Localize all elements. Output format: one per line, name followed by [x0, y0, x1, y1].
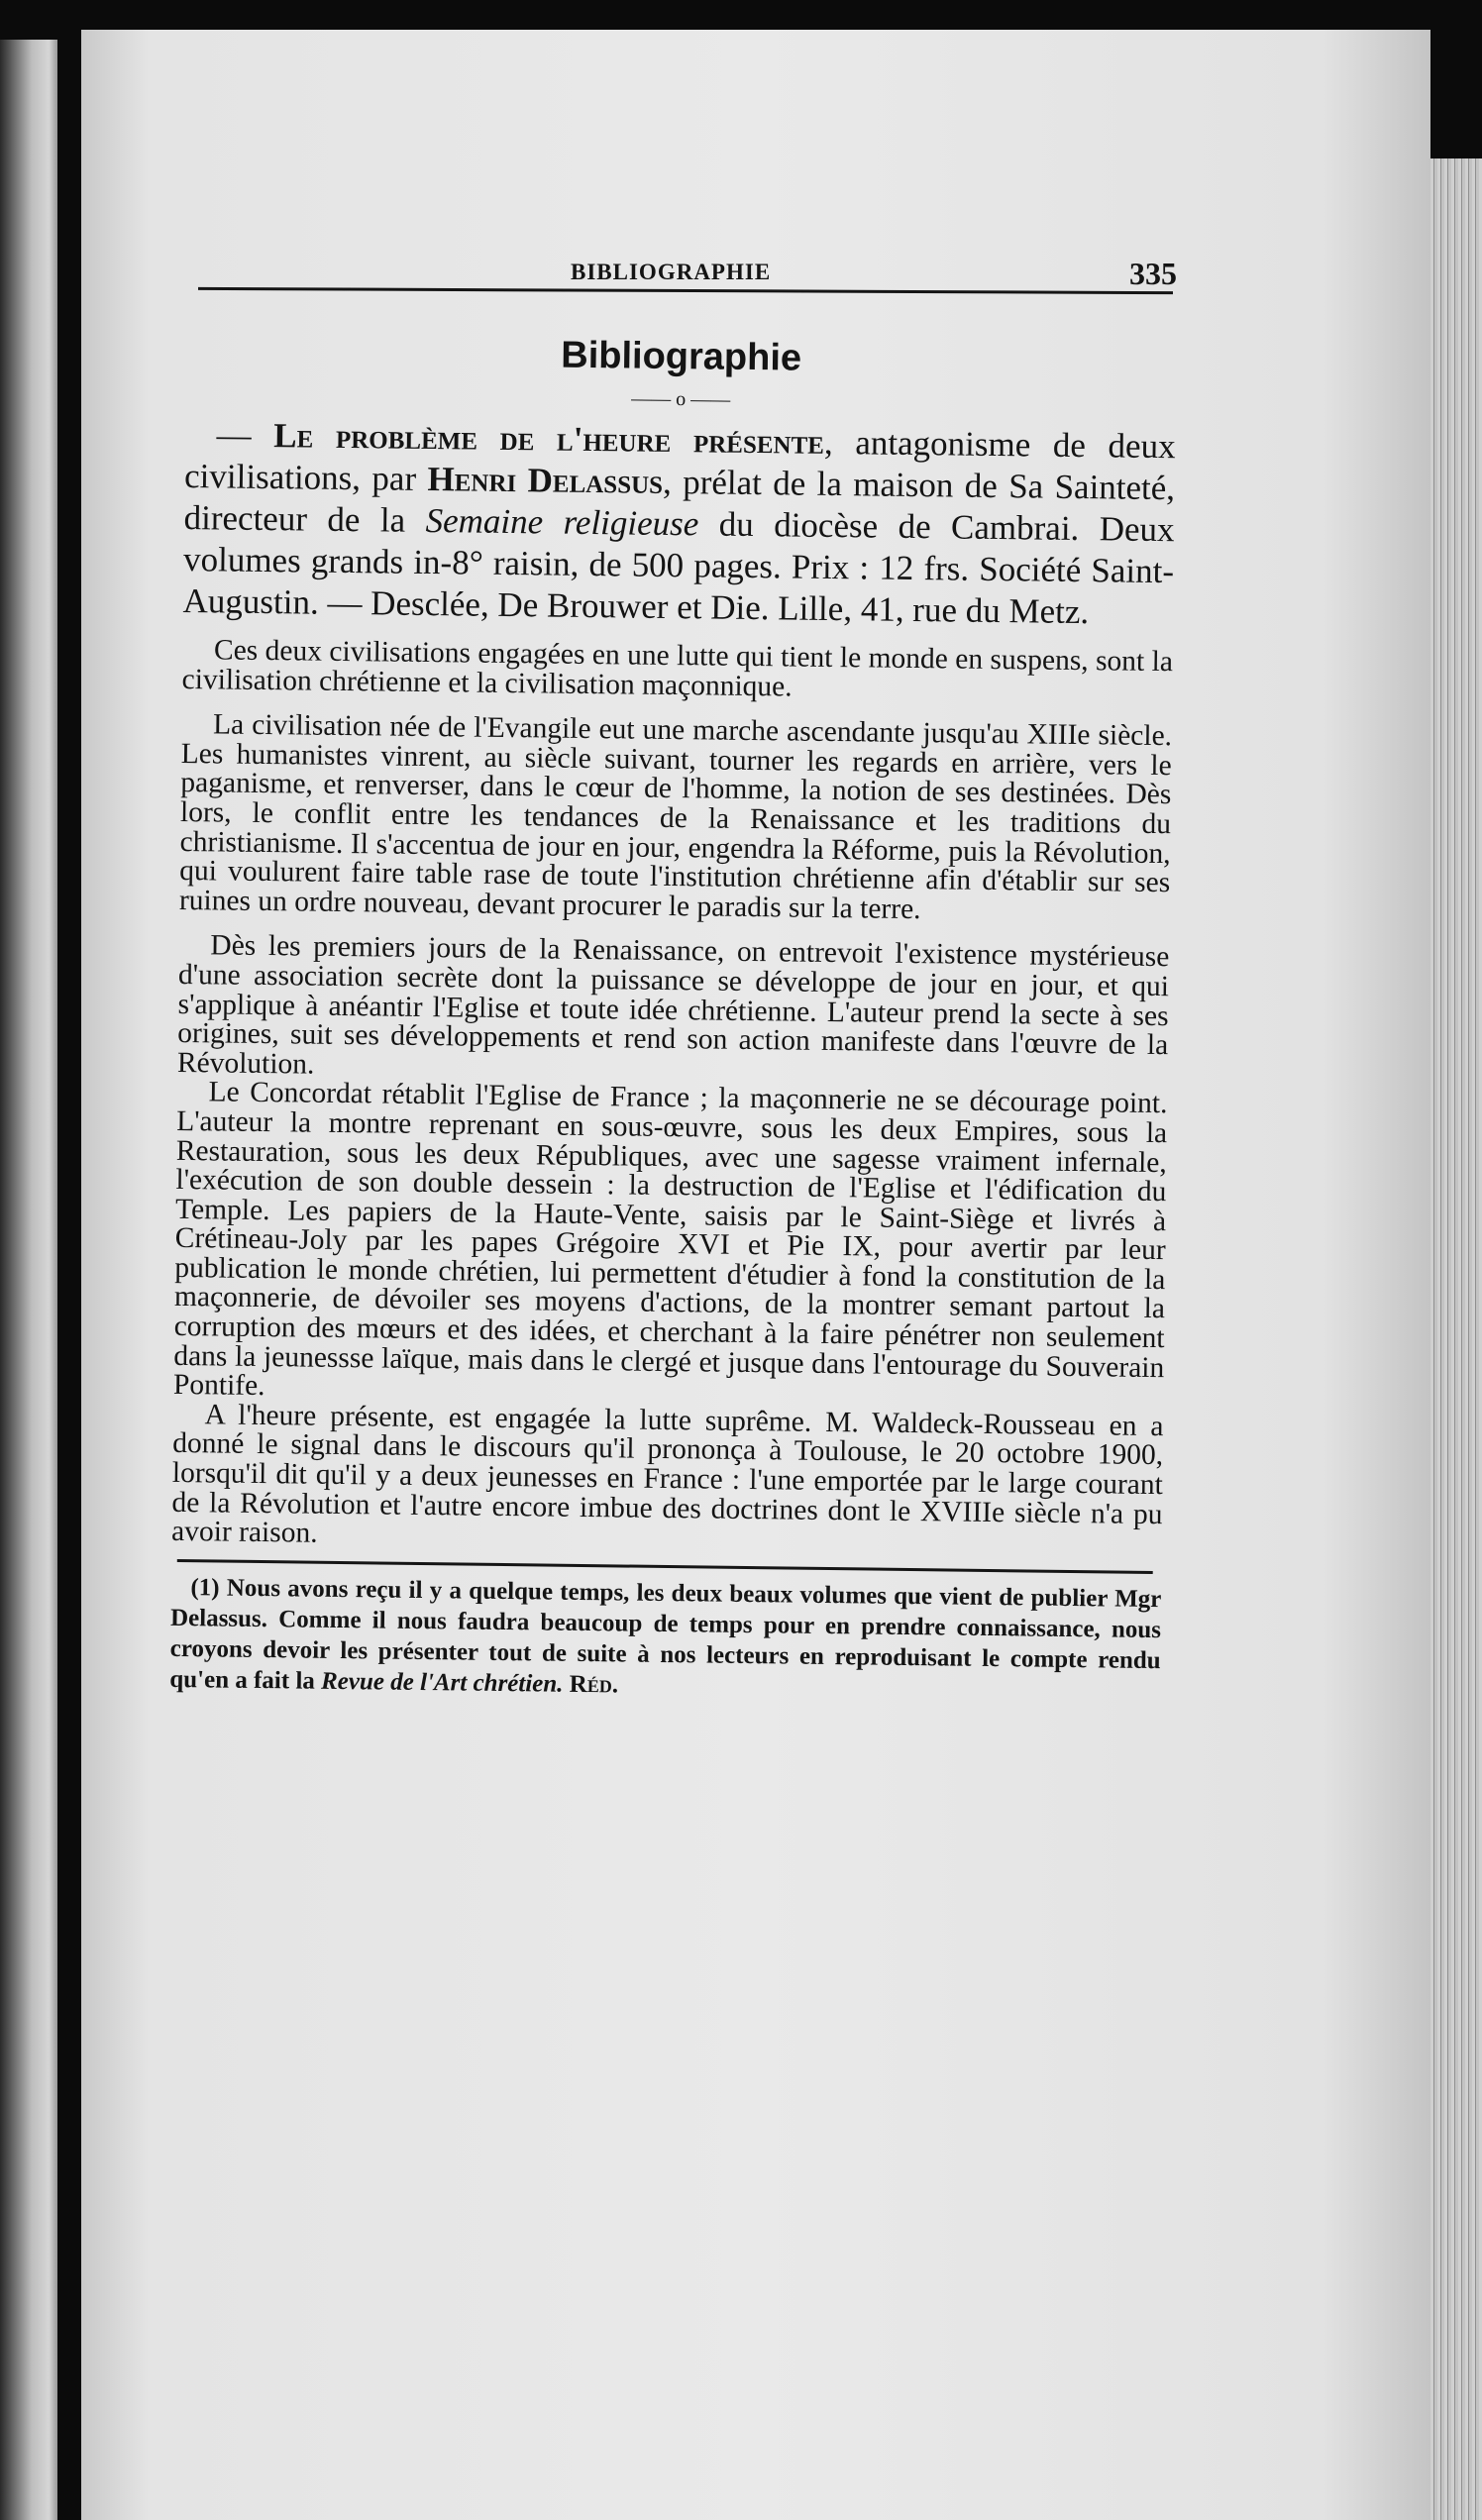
footnote-rule: [177, 1559, 1153, 1574]
page-edges: [1430, 158, 1482, 2520]
title-ornament: —— o ——: [631, 387, 731, 411]
paragraph: La civilisation née de l'Evangile eut une marche ascendante jusqu'au XIIIe siècle. Les humanistes vinrent, au siècle suivant, tourner les regards en arrière, vers le paganisme, et renverser, dans le cœur de l'homme, la notion de ses destinées. Dès lors, le conflit entre les tendances de la Renaissance et les traditions du christianisme. Il s'accentua de jour en jour, engendra la Réforme, puis la Révolution, qui voulurent faire table rase de toute l'institution chrétienne afin d'établir sur ses ruines un ordre nouveau, devant procurer le paradis sur la terre.: [178, 708, 1173, 925]
review-body: [171, 636, 1173, 1559]
footnote: [169, 1572, 1161, 1707]
book-subtitle: , antagonisme de deux civilisations, par: [183, 422, 1176, 498]
running-head: BIBLIOGRAPHIE: [571, 260, 772, 284]
book-title: Le problème de l'heure présente: [273, 416, 825, 462]
author-description: , prélat de la maison de Sa Sainteté, directeur de la: [183, 462, 1176, 540]
book-reference: [182, 414, 1175, 634]
paragraph: Le Concordat rétablit l'Eglise de France ; la maçonnerie ne se décourage point. L'auteur la montre reprenant en sous-œuvre, sous les deux Empires, sous la Restauration, sous les deux Républiques, avec une sagesse vraiment infernale, l'exécution de son double dessein : la destruction de l'Eglise et l'édification du Temple. Les papiers de la Haute-Vente, saisis par le Saint-Siège et livrés à Crétineau-Joly par les papes Grégoire XVI et Pie IX, pour avertir par leur publication le monde chrétien, lui permettent d'étudier à fond la constitution de la maçonnerie, de dévoiler ses moyens d'actions, de la montrer semant partout la corruption des mœurs et des idées, et cherchant à la faire pénétrer non seulement dans la jeunessse laïque, mais dans le clergé et jusque dans l'entourage du Souverain Pontife.: [172, 1076, 1168, 1403]
footnote-source: Revue de l'Art chrétien.: [320, 1667, 564, 1698]
page-number: 335: [1129, 256, 1177, 291]
facing-page-edge: [0, 40, 57, 2520]
paragraph: Ces deux civilisations engagées en une lutte qui tient le monde en suspens, sont la civilisation chrétienne et la civilisation maçonnique.: [181, 634, 1174, 703]
page-content: [169, 327, 1177, 1707]
paragraph: Dès les premiers jours de la Renaissance, on entrevoit l'existence mystérieuse d'une association secrète dont la puissance se développe de jour en jour, et qui s'applique à anéantir l'Eglise et toute idée chrétienne. L'auteur prend la secte à ses origines, suit ses développements et rend son action manifeste dans l'œuvre de la Révolution.: [176, 929, 1170, 1081]
paragraph: A l'heure présente, est engagée la lutte suprême. M. Waldeck-Rousseau en a donné le signal dans le discours qu'il prononça à Toulouse, le 20 octobre 1900, lorsqu'il dit qu'il y a deux jeunesses en France : l'une emportée par le large courant de la Révolution et l'autre encore imbue des doctrines dont le XVIIIe siècle n'a pu avoir raison.: [170, 1399, 1164, 1549]
section-title: Bibliographie: [561, 334, 802, 379]
footnote-text: (1) Nous avons reçu il y a quelque temps, les deux beaux volumes que vient de publier Mgr Delassus. Comme il nous faudra beaucoup de temps pour en prendre connaissance, nous croyons devoir les présenter tout de suite à nos lecteurs en reproduisant le compte rendu qu'en a fait la: [169, 1573, 1162, 1695]
publication-details: du diocèse de Cambrai. Deux volumes grands in-8° raisin, de 500 pages. Prix : 12 frs. Société Saint-Augustin. — Desclée, De Brouwer et Die. Lille, 41, rue du Metz.: [182, 504, 1175, 632]
journal-title: Semaine religieuse: [425, 500, 699, 544]
book-author: Henri Delassus: [427, 459, 664, 501]
lead-dash: —: [216, 415, 274, 456]
footnote-signature: Réd.: [563, 1670, 619, 1699]
